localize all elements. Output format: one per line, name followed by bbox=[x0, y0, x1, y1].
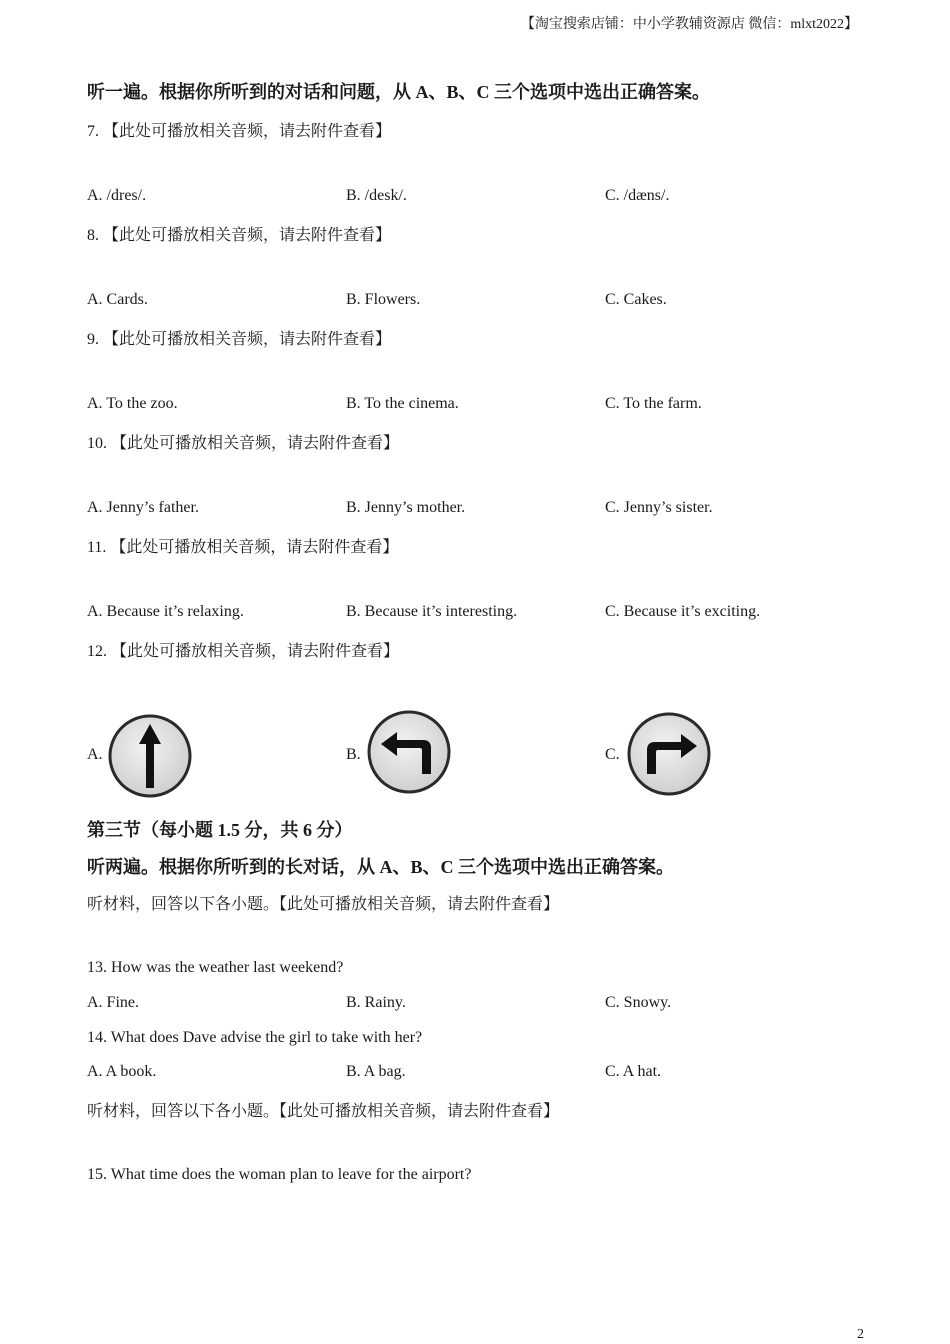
audio-note: 【此处可播放相关音频，请去附件查看】 bbox=[111, 643, 400, 660]
arrow-straight-icon bbox=[108, 714, 192, 798]
option-c: C. A hat. bbox=[605, 1063, 662, 1080]
section3-title: 第三节（每小题 1.5 分，共 6 分） bbox=[87, 820, 353, 840]
option-b: B. A bag. bbox=[346, 1063, 406, 1080]
option-a: A. Jenny’s father. bbox=[87, 499, 199, 516]
option-b: B. /desk/. bbox=[346, 187, 407, 204]
question-number: 9. bbox=[87, 331, 99, 348]
arrow-turn-left-icon bbox=[367, 710, 451, 794]
listen-note: 听材料，回答以下各小题。【此处可播放相关音频，请去附件查看】 bbox=[87, 1103, 560, 1120]
question-number: 10. bbox=[87, 435, 107, 452]
section3-instruction: 听两遍。根据你所听到的长对话，从 A、B、C 三个选项中选出正确答案。 bbox=[87, 857, 675, 877]
option-a: A. To the zoo. bbox=[87, 395, 178, 412]
question-15-stem: 15. What time does the woman plan to leave for the airport? bbox=[87, 1166, 472, 1183]
option-a: A. A book. bbox=[87, 1063, 157, 1080]
option-b: B. Because it’s interesting. bbox=[346, 603, 518, 620]
option-a: A. Cards. bbox=[87, 291, 148, 308]
question-8 bbox=[87, 222, 391, 245]
audio-note: 【此处可播放相关音频，请去附件查看】 bbox=[103, 123, 392, 140]
option-c: C. bbox=[605, 746, 620, 763]
option-c: C. Snowy. bbox=[605, 994, 672, 1011]
question-9 bbox=[87, 326, 391, 349]
option-c: C. Because it’s exciting. bbox=[605, 603, 761, 620]
question-10 bbox=[87, 430, 399, 453]
question-13-stem: 13. How was the weather last weekend? bbox=[87, 959, 344, 976]
option-c: C. Cakes. bbox=[605, 291, 667, 308]
audio-note: 【此处可播放相关音频，请去附件查看】 bbox=[103, 227, 392, 244]
option-c: C. To the farm. bbox=[605, 395, 702, 412]
question-11 bbox=[87, 534, 398, 557]
option-a: A. /dres/. bbox=[87, 187, 147, 204]
question-7 bbox=[87, 118, 391, 141]
option-a: A. Fine. bbox=[87, 994, 139, 1011]
audio-note: 【此处可播放相关音频，请去附件查看】 bbox=[110, 539, 399, 556]
option-b: B. bbox=[346, 746, 361, 763]
option-c: C. Jenny’s sister. bbox=[605, 499, 713, 516]
question-14-stem: 14. What does Dave advise the girl to take with her? bbox=[87, 1029, 423, 1046]
arrow-turn-right-icon bbox=[627, 712, 711, 796]
section2-instruction: 听一遍。根据你所听到的对话和问题，从 A、B、C 三个选项中选出正确答案。 bbox=[87, 82, 711, 102]
question-number: 11. bbox=[87, 539, 107, 556]
option-b: B. Flowers. bbox=[346, 291, 421, 308]
page-number: 2 bbox=[857, 1327, 864, 1342]
option-b: B. Jenny’s mother. bbox=[346, 499, 466, 516]
option-b: B. To the cinema. bbox=[346, 395, 459, 412]
option-a: A. bbox=[87, 746, 103, 763]
question-number: 12. bbox=[87, 643, 107, 660]
question-number: 7. bbox=[87, 123, 99, 140]
audio-note: 【此处可播放相关音频，请去附件查看】 bbox=[103, 331, 392, 348]
question-12 bbox=[87, 638, 399, 661]
page-header: 【淘宝搜索店铺：中小学教辅资源店 微信：mlxt2022】 bbox=[520, 17, 858, 32]
listen-note: 听材料，回答以下各小题。【此处可播放相关音频，请去附件查看】 bbox=[87, 896, 560, 913]
option-b: B. Rainy. bbox=[346, 994, 406, 1011]
option-c: C. /dæns/. bbox=[605, 187, 670, 204]
option-a: A. Because it’s relaxing. bbox=[87, 603, 244, 620]
audio-note: 【此处可播放相关音频，请去附件查看】 bbox=[111, 435, 400, 452]
question-number: 8. bbox=[87, 227, 99, 244]
